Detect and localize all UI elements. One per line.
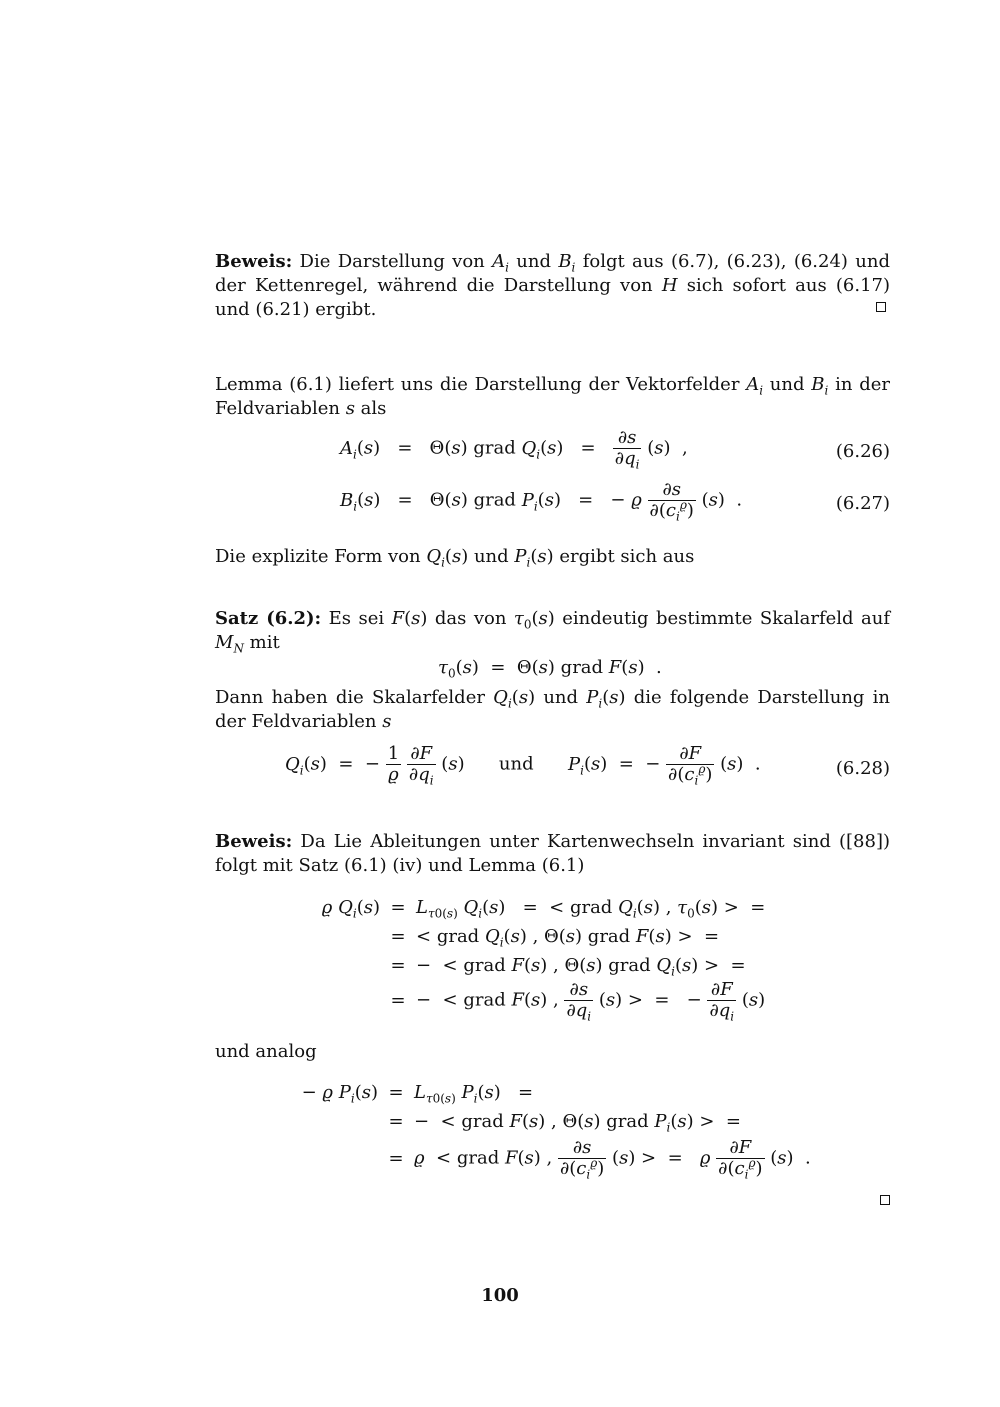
- qed-symbol: [876, 302, 886, 312]
- equation-tau0: $\tau_0(s) = \Theta(s)$ grad F(s) .: [438, 657, 662, 681]
- proof-2-label: Beweis:: [215, 831, 293, 852]
- proof-chain2-line-2: = − < grad F(s) , Θ(s) grad $P_i(s)$ > =: [388, 1111, 741, 1135]
- explicit-form-sentence: Die explizite Form von $Q_i(s)$ und $P_i(s)$ ergibt sich aus: [215, 546, 695, 570]
- lemma-intro: Lemma (6.1) liefert uns die Darstellung der Vektorfelder $A_i$ und $B_i$ in der Feldvariablen s als: [215, 374, 891, 419]
- proof-chain-line-3: = − < grad F(s) , Θ(s) grad $Q_i(s)$ > =: [390, 955, 746, 979]
- proof-1: [215, 250, 890, 322]
- und-analog: und analog: [215, 1041, 317, 1062]
- proof-2: Beweis: Da Lie Ableitungen unter Kartenwechseln invariant sind ([88]) folgt mit Satz (6.1) (iv) und Lemma (6.1): [215, 831, 890, 876]
- proof-chain2-line-1: − ϱ $P_i(s) = L_{\tau 0(s)}$ $P_i(s)$ =: [301, 1082, 534, 1106]
- equation-number-6-26: (6.26): [835, 441, 890, 462]
- proof-chain-line-2: = < grad $Q_i(s)$ , Θ(s) grad F(s) > =: [390, 926, 720, 950]
- proof-1-text: Beweis: Die Darstellung von $A_i$ und $B_i$ folgt aus (6.7), (6.23), (6.24) und der Kettenregel, während die Darstellung von H sich sofort aus (6.17) und (6.21) ergibt.: [215, 251, 891, 320]
- dann-sentence: Dann haben die Skalarfelder $Q_i(s)$ und $P_i(s)$ die folgende Darstellung in der Feldvariablen s: [215, 687, 891, 732]
- qed-symbol-2: [880, 1195, 890, 1205]
- theorem-label: Satz (6.2):: [215, 608, 322, 629]
- proof-1-label: Beweis:: [215, 251, 293, 272]
- equation-6-27: $B_i(s) = \Theta(s)$ grad $P_i(s)$ = − ϱ $\frac{\partial s}{\partial(c_i^ϱ)}$ (s) .: [340, 479, 743, 524]
- theorem-6-2: Satz (6.2): Es sei F(s) das von $\tau_0(s)$ eindeutig bestimmte Skalarfeld auf $M_N$ mit: [215, 608, 890, 656]
- equation-number-6-27: (6.27): [835, 493, 890, 514]
- proof-chain-line-1: ϱ $Q_i(s) = L_{\tau 0(s)}$ $Q_i(s)$ = < grad $Q_i(s)$ , $\tau_0(s)$ > =: [321, 897, 766, 921]
- equation-6-26: $A_i(s) = \Theta(s)$ grad $Q_i(s)$ = $\frac{\partial s}{\partial q_i}$ (s) ,: [340, 427, 688, 472]
- equation-number-6-28: (6.28): [835, 758, 890, 779]
- equation-6-28: $Q_i(s)$ = − $\frac{1}{ϱ}$ $\frac{\partial F}{\partial q_i}$ (s) und $P_i(s)$ = − $\frac{\partial F}{\partial(c_i^ϱ)}$ (s) .: [285, 743, 761, 788]
- proof-chain-line-4: = − < grad F(s) , $\frac{\partial s}{\partial q_i}$ (s) > = − $\frac{\partial F}{\partial q_i}$ (s): [390, 979, 766, 1024]
- page-number: 100: [481, 1285, 519, 1306]
- proof-chain2-line-3: = ϱ < grad F(s) , $\frac{\partial s}{\partial(c_i^ϱ)}$ (s) > = ϱ $\frac{\partial F}{\partial(c_i^ϱ)}$ (s) .: [388, 1137, 811, 1182]
